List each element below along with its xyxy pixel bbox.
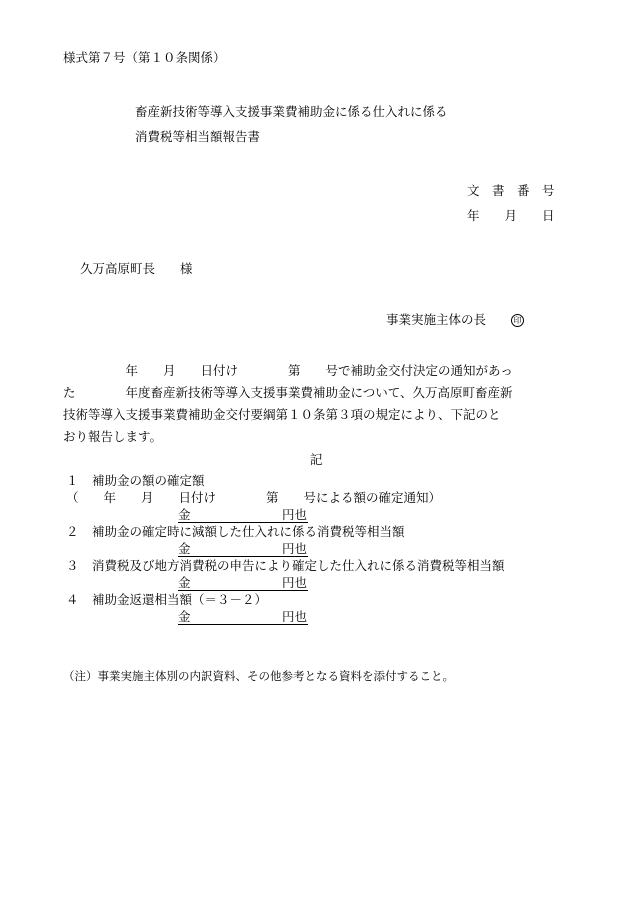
body-line-4: おり報告します。 <box>63 429 163 444</box>
item-3-number: ３ <box>66 558 79 573</box>
item-3-label: 消費税及び地方消費税の申告により確定した仕入れに係る消費税等相当額 <box>92 558 505 573</box>
item-4-amount-prefix: 金 <box>178 609 191 624</box>
item-4-number: ４ <box>66 592 79 607</box>
item-4-label: 補助金返還相当額（＝３－２） <box>92 592 268 607</box>
submitter-title: 事業実施主体の長 <box>386 312 487 327</box>
addressee: 久万高原町長 様 <box>80 261 193 276</box>
item-1-subnote: （ 年 月 日付け 第 号による額の確定通知） <box>66 490 442 505</box>
item-2-amount-prefix: 金 <box>178 541 191 556</box>
item-1-amount-prefix: 金 <box>178 507 191 522</box>
item-1-label: 補助金の額の確定額 <box>92 473 205 488</box>
item-1-amount-underline <box>178 522 308 523</box>
item-3-amount-suffix: 円也 <box>282 575 308 590</box>
item-1-amount-suffix: 円也 <box>282 507 308 522</box>
item-3-amount-prefix: 金 <box>178 575 191 590</box>
date-label: 年 月 日 <box>467 208 555 223</box>
form-number: 様式第７号（第１０条関係） <box>63 50 226 65</box>
seal-mark: 印 <box>511 314 524 327</box>
body-line-3: 技術等導入支援事業費補助金交付要綱第１０条第３項の規定により、下記のと <box>63 407 501 422</box>
title-line-2: 消費税等相当額報告書 <box>135 129 261 144</box>
submitter-line <box>386 312 524 328</box>
item-1-number: １ <box>66 473 79 488</box>
item-2-number: ２ <box>66 524 79 539</box>
ki-heading: 記 <box>310 452 323 467</box>
item-2-amount-suffix: 円也 <box>282 541 308 556</box>
item-4-amount-underline <box>178 624 308 625</box>
body-line-2: た 年度畜産新技術等導入支援事業費補助金について、久万高原町畜産新 <box>63 385 513 400</box>
item-3-amount-underline <box>178 590 308 591</box>
item-4-amount-suffix: 円也 <box>282 609 308 624</box>
title-line-1: 畜産新技術等導入支援事業費補助金に係る仕入れに係る <box>135 104 448 119</box>
item-2-label: 補助金の確定時に減額した仕入れに係る消費税等相当額 <box>92 524 405 539</box>
body-line-1: 年 月 日付け 第 号で補助金交付決定の通知があっ <box>63 363 513 378</box>
footnote: （注）事業実施主体別の内訳資料、その他参考となる資料を添付すること。 <box>63 669 454 683</box>
item-2-amount-underline <box>178 556 308 557</box>
document-number-label: 文 書 番 号 <box>467 183 555 198</box>
